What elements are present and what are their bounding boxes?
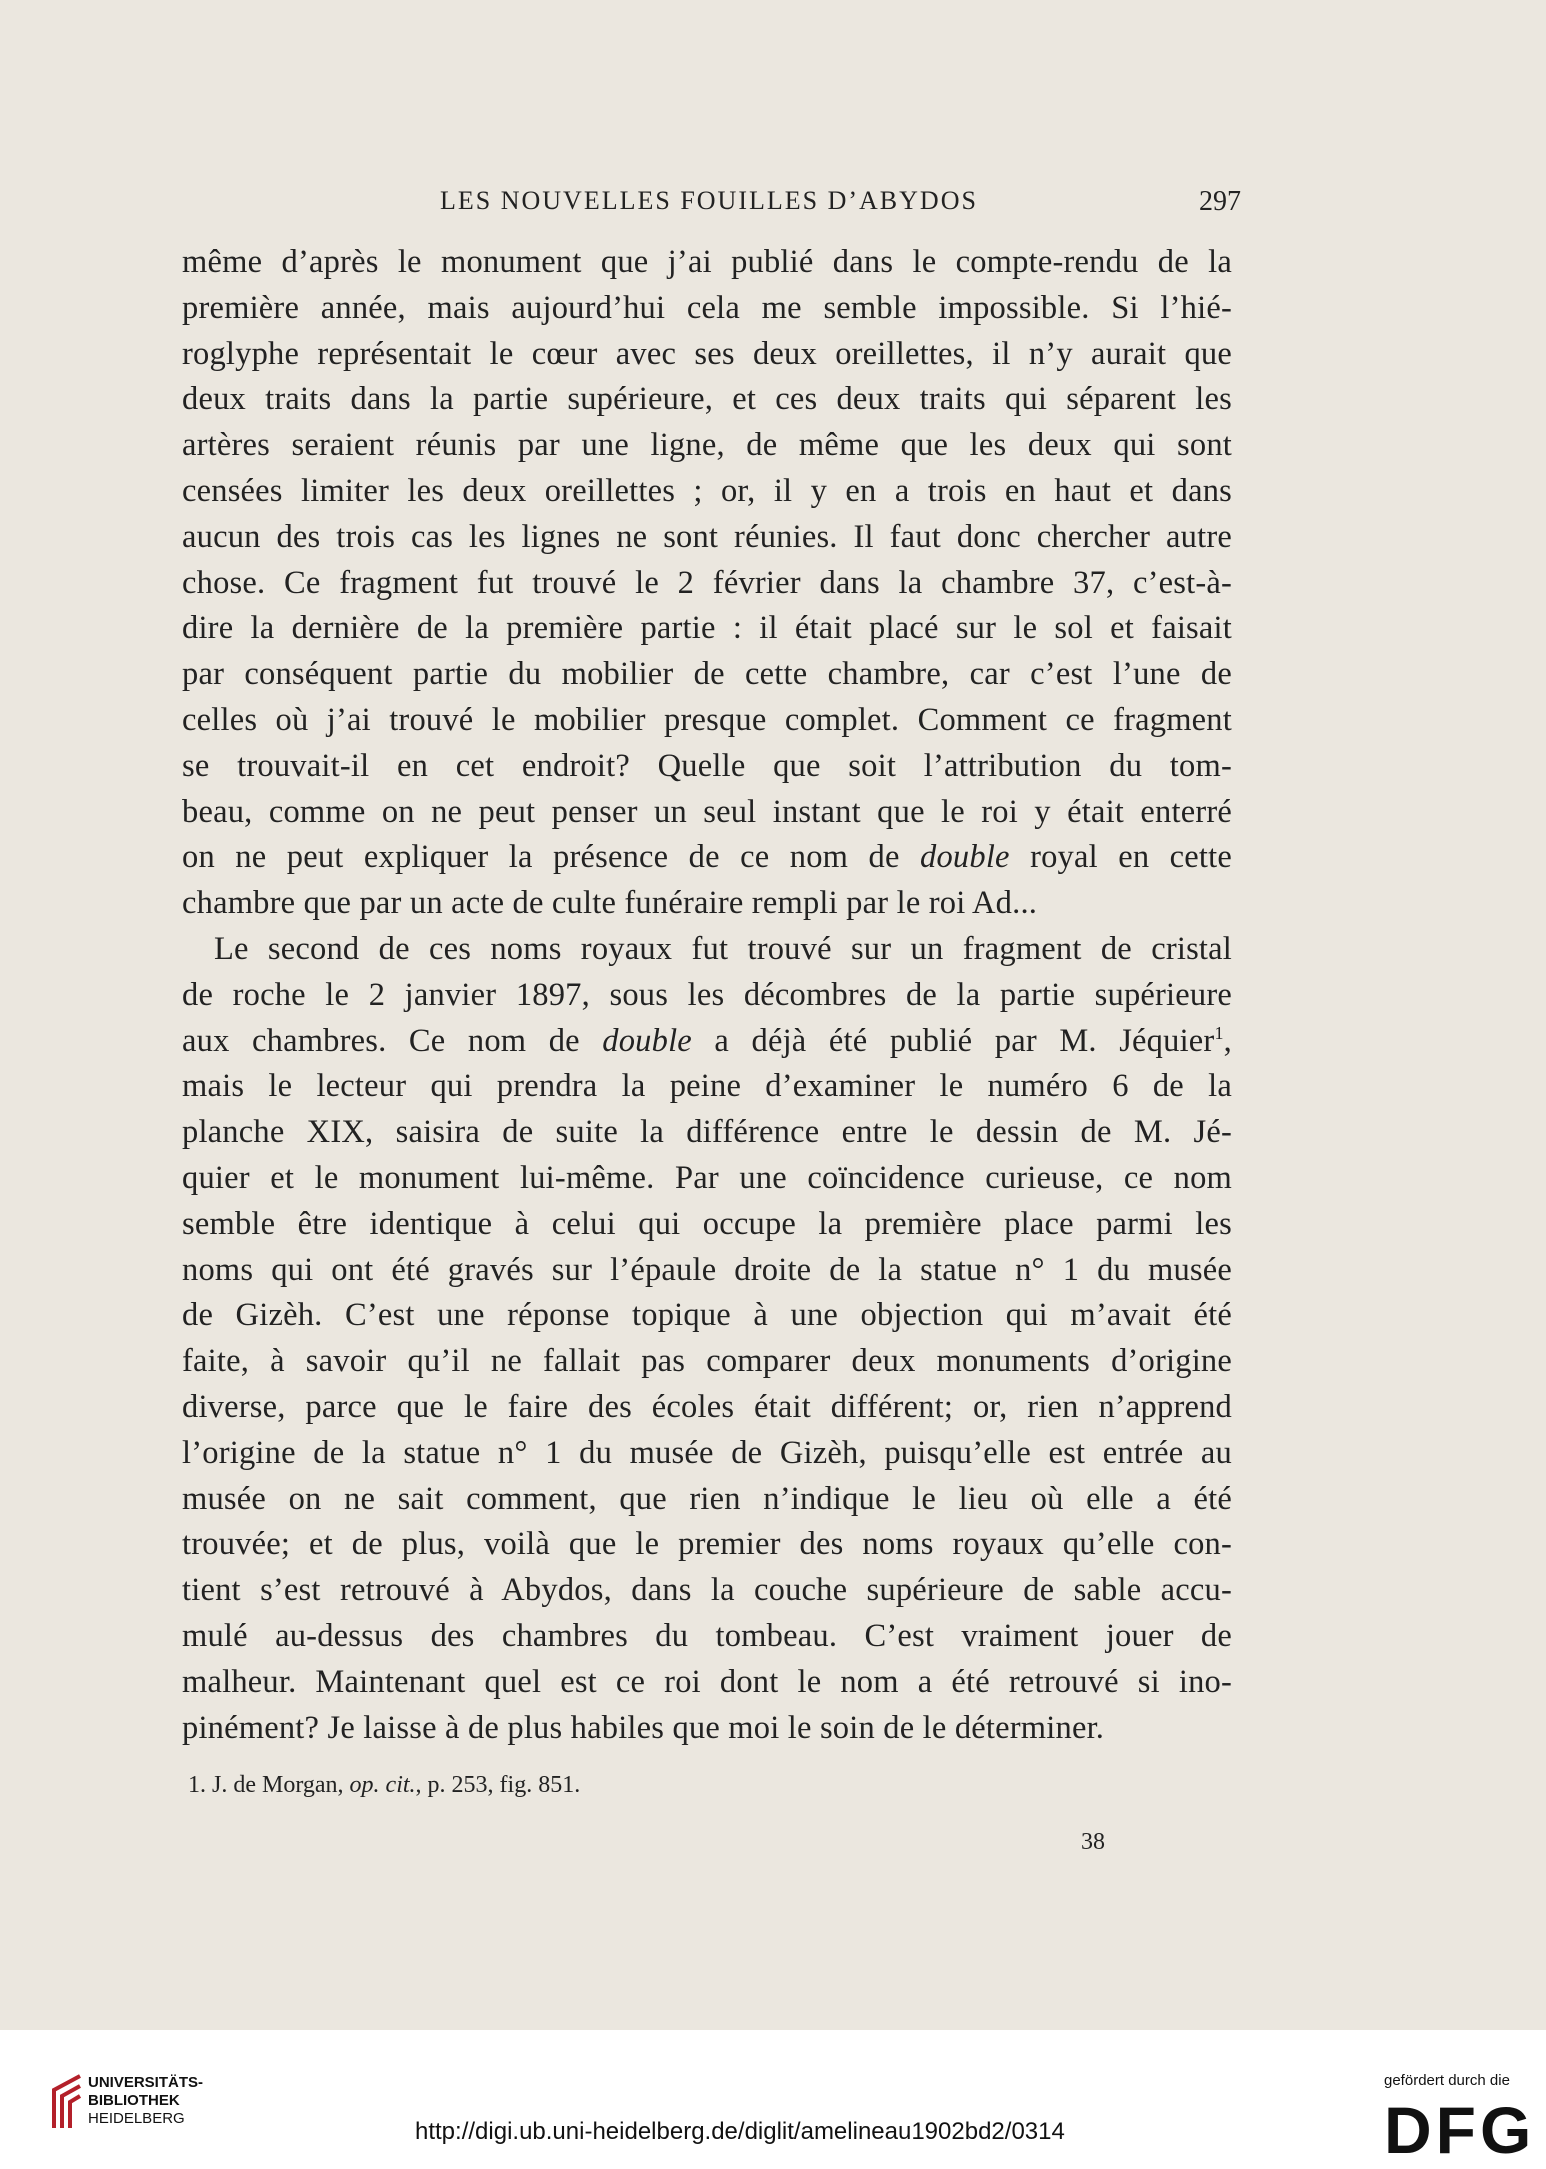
source-url[interactable]: http://digi.ub.uni-heidelberg.de/diglit/amelineau1902bd2/0314 xyxy=(415,2118,1065,2145)
footnote-marker: 1 xyxy=(1214,1022,1224,1043)
text-segment: royal en cette xyxy=(1030,839,1233,876)
text-line xyxy=(182,1019,1232,1065)
library-name xyxy=(88,2074,203,2128)
text-line: Le second de ces noms royaux fut trouvé sur un fragment de cristal xyxy=(214,930,1232,967)
text-line: faite, à savoir qu’il ne fallait pas comparer deux monuments d’origine xyxy=(182,1343,1232,1380)
text-line: dire la dernière de la première partie : il était placé sur le sol et faisait xyxy=(182,610,1232,647)
text-line: se trouvait-il en cet endroit? Quelle que soit l’attribution du tom- xyxy=(182,747,1232,784)
text-segment: , xyxy=(1223,1022,1232,1059)
text-line: quier et le monument lui-même. Par une coïncidence curieuse, ce nom xyxy=(182,1159,1232,1196)
text-line: première année, mais aujourd’hui cela me semble impossible. Si l’hié- xyxy=(182,289,1232,326)
text-line: beau, comme on ne peut penser un seul instant que le roi y était enterré xyxy=(182,793,1232,830)
text-line: chambre que par un acte de culte funéraire rempli par le roi Ad... xyxy=(182,885,1038,922)
text-line: aucun des trois cas les lignes ne sont réunies. Il faut donc chercher autre xyxy=(182,518,1232,555)
sheet-signature: 38 xyxy=(1081,1829,1105,1855)
text-line: mais le lecteur qui prendra la peine d’examiner le numéro 6 de la xyxy=(182,1068,1232,1105)
text-line: semble être identique à celui qui occupe la première place parmi les xyxy=(182,1205,1232,1242)
text-line: tient s’est retrouvé à Abydos, dans la couche supérieure de sable accu- xyxy=(182,1572,1232,1609)
text-line: roglyphe représentait le cœur avec ses deux oreillettes, il n’y aurait que xyxy=(182,335,1232,372)
text-line: deux traits dans la partie supérieure, et ces deux traits qui séparent les xyxy=(182,381,1232,418)
page-number: 297 xyxy=(1199,186,1241,217)
footnote-text: , p. 253, fig. 851. xyxy=(415,1772,581,1798)
text-line: trouvée; et de plus, voilà que le premier des noms royaux qu’elle con- xyxy=(182,1526,1232,1563)
footer-bar xyxy=(0,2030,1546,2169)
text-line: l’origine de la statue n° 1 du musée de Gizèh, puisqu’elle est entrée au xyxy=(182,1434,1232,1471)
text-line: planche XIX, saisira de suite la différence entre le dessin de M. Jé- xyxy=(182,1114,1232,1151)
library-name-line: BIBLIOTHEK xyxy=(88,2092,180,2109)
text-line: chose. Ce fragment fut trouvé le 2 février dans la chambre 37, c’est-à- xyxy=(182,564,1232,601)
footnote xyxy=(188,1772,580,1799)
text-line: par conséquent partie du mobilier de cette chambre, car c’est l’une de xyxy=(182,656,1232,693)
library-logo-icon xyxy=(50,2072,84,2132)
text-segment: aux chambres. Ce nom de xyxy=(182,1022,580,1059)
library-name-line: HEIDELBERG xyxy=(88,2110,185,2127)
footnote-text: 1. J. de Morgan, xyxy=(188,1772,350,1798)
text-segment: a déjà été publié par M. Jéquier xyxy=(714,1022,1215,1059)
text-line: diverse, parce que le faire des écoles était différent; or, rien n’apprend xyxy=(182,1388,1232,1425)
italic-word: double xyxy=(602,1022,692,1059)
text-line: mulé au-dessus des chambres du tombeau. C’est vraiment jouer de xyxy=(182,1617,1232,1654)
text-line: noms qui ont été gravés sur l’épaule droite de la statue n° 1 du musée xyxy=(182,1251,1232,1288)
text-line: musée on ne sait comment, que rien n’indique le lieu où elle a été xyxy=(182,1480,1232,1517)
body-text xyxy=(182,240,1232,1751)
text-line: pinément? Je laisse à de plus habiles que moi le soin de le déterminer. xyxy=(182,1709,1105,1746)
footnote-italic: op. cit. xyxy=(349,1772,416,1798)
dfg-logo: DFG xyxy=(1384,2093,1536,2167)
text-line: de roche le 2 janvier 1897, sous les décombres de la partie supérieure xyxy=(182,976,1232,1013)
text-line: même d’après le monument que j’ai publié dans le compte-rendu de la xyxy=(182,244,1232,280)
text-line: celles où j’ai trouvé le mobilier presque complet. Comment ce fragment xyxy=(182,701,1232,738)
text-line: de Gizèh. C’est une réponse topique à une objection qui m’avait été xyxy=(182,1297,1232,1334)
italic-word: double xyxy=(920,839,1010,876)
text-line: censées limiter les deux oreillettes ; or, il y en a trois en haut et dans xyxy=(182,472,1232,509)
text-line: artères seraient réunis par une ligne, de même que les deux qui sont xyxy=(182,427,1232,464)
text-line xyxy=(182,835,1232,881)
library-name-line: UNIVERSITÄTS- xyxy=(88,2074,204,2091)
sponsor-label: gefördert durch die xyxy=(1384,2072,1510,2089)
running-head: LES NOUVELLES FOUILLES D’ABYDOS xyxy=(440,186,978,215)
text-line: malheur. Maintenant quel est ce roi dont le nom a été retrouvé si ino- xyxy=(182,1663,1232,1700)
text-segment: on ne peut expliquer la présence de ce nom de xyxy=(182,839,900,876)
